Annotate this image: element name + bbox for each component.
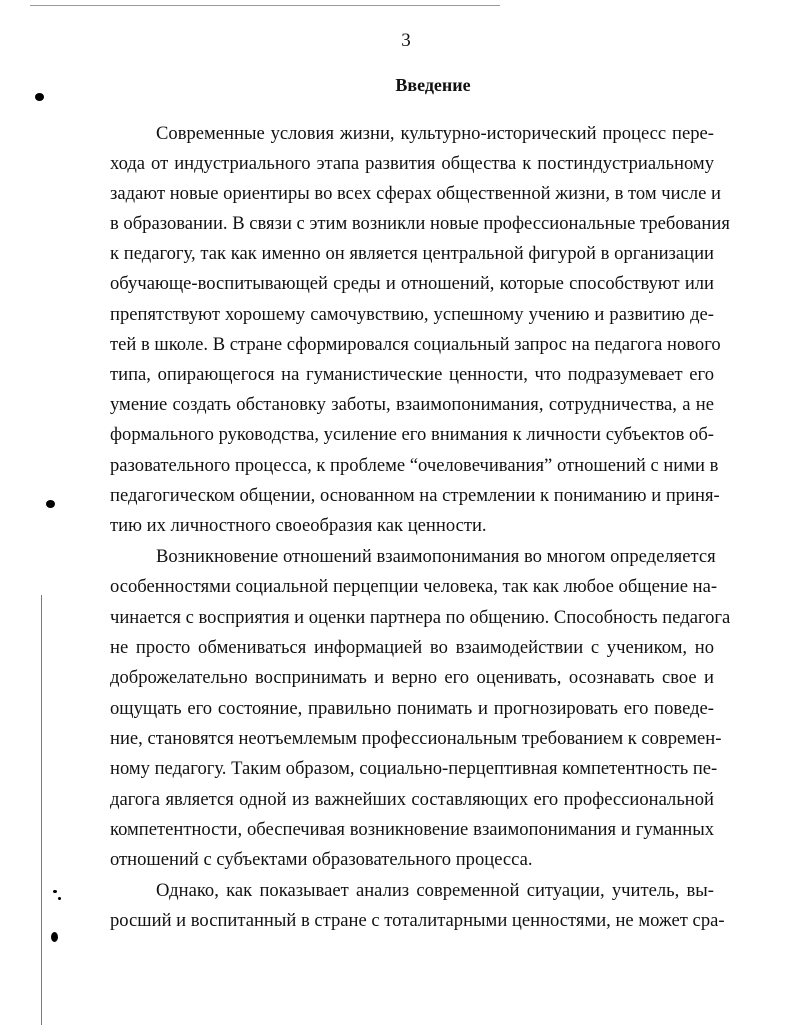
text-line: дагога является одной из важнейших составляющих его профессиональной — [110, 789, 714, 810]
scan-edge-top — [30, 5, 500, 6]
text-line: задают новые ориентиры во всех сферах общественной жизни, в том числе и — [110, 183, 721, 204]
text-line: обучающе-воспитывающей среды и отношений, которые способствуют или — [110, 273, 714, 294]
text-line: чинается с восприятия и оценки партнера по общению. Способность педагога — [110, 607, 731, 628]
text-line: тей в школе. В стране сформировался социальный запрос на педагога нового — [110, 334, 721, 355]
text-line: не просто обмениваться информацией во взаимодействии с учеником, но — [110, 637, 714, 658]
text-line: типа, опирающегося на гуманистические ценности, что подразумевает его — [110, 364, 714, 385]
text-line: компетентности, обеспечивая возникновение взаимопонимания и гуманных — [110, 819, 714, 840]
scan-speck — [46, 500, 55, 508]
text-line: хода от индустриального этапа развития общества к постиндустриальному — [110, 153, 714, 174]
text-line: Однако, как показывает анализ современной ситуации, учитель, вы- — [156, 880, 714, 901]
text-line: к педагогу, так как именно он является центральной фигурой в организации — [110, 243, 714, 264]
text-line: формального руководства, усиление его внимания к личности субъектов об- — [110, 424, 714, 445]
text-line: разовательного процесса, к проблеме “очеловечивания” отношений с ними в — [110, 455, 719, 476]
text-line: ние, становятся неотъемлемым профессиональным требованием к современ- — [110, 728, 722, 749]
text-line: ному педагогу. Таким образом, социально-перцептивная компетентность пе- — [110, 758, 718, 779]
text-line: особенностями социальной перцепции человека, так как любое общение на- — [110, 576, 718, 597]
scan-speck — [51, 932, 58, 942]
page-number: 3 — [401, 30, 411, 51]
scan-edge-left — [41, 595, 42, 1025]
text-line: препятствуют хорошему самочувствию, успешному учению и развитию де- — [110, 304, 714, 325]
text-line: педагогическом общении, основанном на стремлении к пониманию и приня- — [110, 485, 720, 506]
section-heading: Введение — [395, 75, 471, 95]
text-line: Возникновение отношений взаимопонимания во многом определяется — [156, 546, 716, 567]
text-line: в образовании. В связи с этим возникли новые профессиональные требования — [110, 213, 730, 234]
text-line: умение создать обстановку заботы, взаимопонимания, сотрудничества, а не — [110, 394, 714, 415]
text-line: доброжелательно воспринимать и верно его оценивать, осознавать свое и — [110, 667, 714, 688]
scan-speck — [58, 897, 61, 900]
text-line: Современные условия жизни, культурно-исторический процесс пере- — [156, 123, 714, 144]
text-line: тию их личностного своеобразия как ценности. — [110, 515, 487, 536]
text-line: росший и воспитанный в стране с тоталитарными ценностями, не может сра- — [110, 910, 725, 931]
text-line: ощущать его состояние, правильно понимать и прогнозировать его поведе- — [110, 698, 714, 719]
scan-speck — [53, 890, 57, 893]
text-line: отношений с субъектами образовательного процесса. — [110, 849, 533, 870]
